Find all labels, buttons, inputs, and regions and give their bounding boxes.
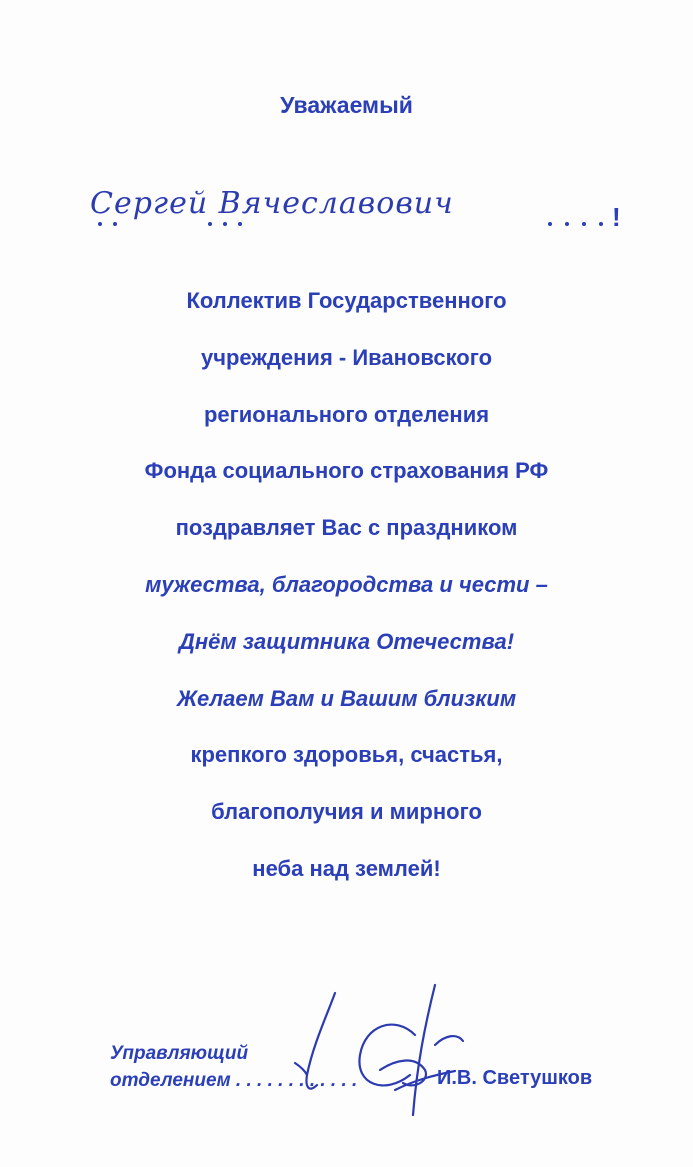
- signatory-name: И.В. Светушков: [437, 1067, 593, 1089]
- message-body: [0, 286, 693, 911]
- message-line: неба над землей!: [252, 855, 441, 881]
- recipient-handwritten-name: Сергей Вячеславович: [90, 186, 454, 221]
- message-line: крепкого здоровья, счастья,: [190, 742, 503, 768]
- svg-text:!: !: [612, 202, 621, 232]
- message-line: поздравляет Вас с праздником: [175, 515, 518, 541]
- signatory-title: [110, 1040, 357, 1094]
- message-line: Днём защитника Отечества!: [178, 628, 515, 654]
- message-line: Фонда социального страхования РФ: [144, 458, 549, 484]
- message-line: Желаем Вам и Вашим близким: [176, 685, 517, 711]
- salutation: Уважаемый: [280, 92, 413, 118]
- signatory-title-line1: Управляющий: [110, 1043, 249, 1064]
- signatory-title-line2: отделением . . . . . . . . . . . .: [110, 1070, 358, 1091]
- message-line: Коллектив Государственного: [186, 288, 507, 313]
- message-line: благополучия и мирного: [211, 799, 482, 825]
- message-line: учреждения - Ивановского: [200, 344, 493, 370]
- message-line: мужества, благородства и чести –: [145, 571, 548, 597]
- message-line: регионального отделения: [203, 401, 490, 427]
- recipient-name-line: [80, 182, 640, 242]
